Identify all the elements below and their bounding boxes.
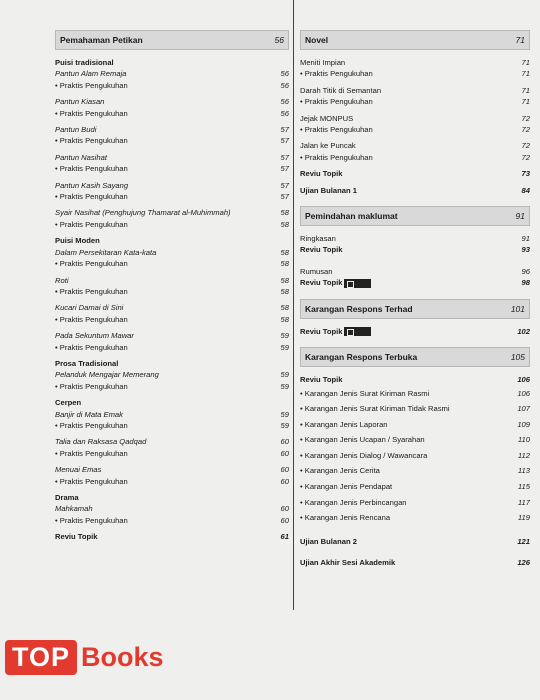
page-number: 119 <box>517 513 530 523</box>
toc-entry-karangan[interactable] <box>300 495 530 511</box>
page-number: 56 <box>280 108 289 118</box>
column-divider <box>293 0 294 610</box>
page-number: 72 <box>521 141 530 151</box>
entry-label: • Karangan Jenis Surat Kiriman Tidak Rasmi <box>300 404 450 414</box>
toc-entry-praktis[interactable] <box>55 448 289 459</box>
toc-entry-praktis[interactable] <box>300 124 530 135</box>
toc-entry-reviu-topik[interactable]: Reviu Topik 106 <box>300 375 530 385</box>
toc-entry-ujian-bulanan-2[interactable]: Ujian Bulanan 2 121 <box>300 536 530 546</box>
toc-entry-title[interactable] <box>55 275 289 286</box>
subsection-heading: Puisi Moden <box>55 236 100 246</box>
page-number: 60 <box>280 437 289 447</box>
entry-label: • Praktis Pengukuhan <box>55 476 128 486</box>
section-header-novel[interactable] <box>300 30 530 50</box>
entry-label: • Praktis Pengukuhan <box>55 192 128 202</box>
page-number: 58 <box>280 219 289 229</box>
toc-entry-reviu-topik[interactable]: Reviu Topik 93 <box>300 245 530 255</box>
toc-entry-karangan[interactable] <box>300 510 530 526</box>
toc-entry-ujian-akhir[interactable]: Ujian Akhir Sesi Akademik 126 <box>300 558 530 568</box>
page-number: 59 <box>280 342 289 352</box>
entry-label: • Praktis Pengukuhan <box>300 97 373 107</box>
toc-entry-karangan[interactable] <box>300 463 530 479</box>
page-number: 109 <box>517 419 530 429</box>
entry-label: • Karangan Jenis Dialog / Wawancara <box>300 450 428 460</box>
toc-entry-title[interactable] <box>55 503 289 514</box>
entry-label: Pantun Kasih Sayang <box>55 180 129 190</box>
section-title: Karangan Respons Terhad <box>305 303 413 314</box>
entry-label: • Praktis Pengukuhan <box>300 152 373 162</box>
cerpen-list <box>55 409 289 487</box>
toc-entry-karangan[interactable] <box>300 417 530 433</box>
novel-list <box>300 57 530 168</box>
toc-entry-praktis[interactable] <box>55 135 289 146</box>
toc-entry-praktis[interactable] <box>300 68 530 79</box>
page-number: 71 <box>521 69 530 79</box>
entry-label: Pantun Kiasan <box>55 97 105 107</box>
entry-label: • Praktis Pengukuhan <box>55 108 128 118</box>
entry-label: • Praktis Pengukuhan <box>55 164 128 174</box>
toc-entry-praktis[interactable] <box>55 191 289 202</box>
toc-entry-praktis[interactable] <box>55 381 289 392</box>
entry-label: • Praktis Pengukuhan <box>55 259 128 269</box>
toc-entry-praktis[interactable] <box>55 314 289 325</box>
section-header-pemahaman-petikan[interactable] <box>55 30 289 50</box>
entry-label: • Karangan Jenis Surat Kiriman Rasmi <box>300 388 430 398</box>
entry-label: Reviu Topik <box>55 532 98 542</box>
page-number: 71 <box>521 85 530 95</box>
toc-entry-title[interactable] <box>55 124 289 135</box>
right-column <box>300 30 530 569</box>
page-number: 58 <box>280 208 289 218</box>
section-title: Novel <box>305 35 329 45</box>
puisi-moden-list <box>55 247 289 353</box>
toc-entry-reviu-topik[interactable]: Reviu Topik 102 <box>300 326 530 336</box>
karangan-list <box>300 386 530 526</box>
toc-entry-title[interactable] <box>300 85 530 96</box>
page-number: 106 <box>517 388 530 398</box>
entry-label: • Praktis Pengukuhan <box>300 69 373 79</box>
entry-label: Pantun Nasihat <box>55 152 107 162</box>
prosa-tradisional-list <box>55 369 289 392</box>
entry-label: • Praktis Pengukuhan <box>55 219 128 229</box>
toc-entry-title[interactable] <box>300 113 530 124</box>
entry-label: • Karangan Jenis Laporan <box>300 419 388 429</box>
puisi-tradisional-list <box>55 68 289 230</box>
page-number: 58 <box>280 303 289 313</box>
logo-top-text: TOP <box>5 640 77 675</box>
page-number: 57 <box>280 192 289 202</box>
page-number: 115 <box>517 482 530 492</box>
toc-entry-praktis[interactable] <box>300 96 530 107</box>
toc-entry-title[interactable] <box>55 369 289 380</box>
entry-label: • Karangan Jenis Pendapat <box>300 482 393 492</box>
subsection-heading: Prosa Tradisional <box>55 358 119 368</box>
entry-label: • Praktis Pengukuhan <box>55 80 128 90</box>
section-header-karangan-respons-terhad[interactable] <box>300 299 530 319</box>
page-number: 113 <box>517 466 530 476</box>
page-number: 57 <box>280 125 289 135</box>
page-number: 59 <box>280 420 289 430</box>
page-number: 57 <box>280 180 289 190</box>
left-column <box>55 30 289 543</box>
entry-label: • Praktis Pengukuhan <box>55 515 128 525</box>
toc-entry-title[interactable] <box>55 330 289 341</box>
entry-label: • Karangan Jenis Cerita <box>300 466 380 476</box>
page-number: 60 <box>280 515 289 525</box>
video-badge-icon <box>344 279 371 288</box>
toc-entry-title[interactable] <box>55 409 289 420</box>
page-number: 56 <box>280 97 289 107</box>
page-number: 57 <box>280 152 289 162</box>
page-number: 58 <box>280 314 289 324</box>
entry-label: Talia dan Raksasa Qadqad <box>55 437 147 447</box>
page-number: 57 <box>280 136 289 146</box>
toc-entry-ujian-bulanan-1[interactable]: Ujian Bulanan 1 84 <box>300 185 530 195</box>
page-number: 56 <box>274 35 284 45</box>
section-title: Karangan Respons Terbuka <box>305 352 418 363</box>
toc-entry-reviu-topik[interactable] <box>55 531 289 542</box>
page-number: 60 <box>280 465 289 475</box>
toc-entry-praktis[interactable] <box>55 108 289 119</box>
entry-label: • Praktis Pengukuhan <box>55 448 128 458</box>
logo-books-text: Books <box>81 642 164 672</box>
entry-label: Pelanduk Mengajar Memerang <box>55 370 159 380</box>
toc-entry-reviu-topik[interactable]: Reviu Topik 98 <box>300 278 530 288</box>
subsection-heading: Drama <box>55 493 79 502</box>
page-number: 59 <box>280 381 289 391</box>
section-header-pemindahan-maklumat[interactable] <box>300 206 530 226</box>
toc-entry-title[interactable] <box>55 68 289 79</box>
page-number: 91 <box>515 211 525 222</box>
entry-label: • Karangan Jenis Rencana <box>300 513 391 523</box>
entry-label: • Praktis Pengukuhan <box>55 286 128 296</box>
toc-entry-title[interactable] <box>55 464 289 475</box>
toc-entry-praktis[interactable] <box>300 152 530 163</box>
entry-label: Darah Titik di Semantan <box>300 85 382 95</box>
toc-entry-reviu-topik[interactable]: Reviu Topik 73 <box>300 169 530 179</box>
entry-label: Jalan ke Puncak <box>300 141 356 151</box>
topbooks-logo <box>5 640 164 675</box>
page-number: 71 <box>515 35 525 45</box>
entry-label: Menuai Emas <box>55 465 102 475</box>
entry-label: • Praktis Pengukuhan <box>55 136 128 146</box>
page-number: 56 <box>280 69 289 79</box>
entry-label: Pantun Alam Remaja <box>55 69 127 79</box>
page-number: 58 <box>280 286 289 296</box>
entry-label: Mahkamah <box>55 504 93 514</box>
entry-label: • Praktis Pengukuhan <box>55 314 128 324</box>
page-number: 107 <box>517 404 530 414</box>
page-number: 72 <box>521 113 530 123</box>
page-number: 58 <box>280 259 289 269</box>
entry-label: • Praktis Pengukuhan <box>55 342 128 352</box>
toc-entry-karangan[interactable] <box>300 479 530 495</box>
toc-entry-karangan[interactable] <box>300 448 530 464</box>
entry-label: Dalam Persekitaran Kata-kata <box>55 247 157 257</box>
page-number: 58 <box>280 275 289 285</box>
section-title: Pemahaman Petikan <box>60 35 143 45</box>
toc-entry-praktis[interactable] <box>55 80 289 91</box>
toc-entry-rumusan[interactable]: Rumusan 96 <box>300 266 530 276</box>
toc-entry-praktis[interactable] <box>55 258 289 269</box>
toc-entry-karangan[interactable] <box>300 386 530 402</box>
entry-label: Syair Nasihat (Penghujung Thamarat al-Muhimmah) <box>55 208 231 218</box>
toc-entry-praktis[interactable] <box>55 515 289 526</box>
toc-entry-title[interactable] <box>300 140 530 151</box>
toc-entry-title[interactable] <box>55 180 289 191</box>
page-number: 56 <box>280 80 289 90</box>
entry-label: Jejak MONPUS <box>300 113 354 123</box>
entry-label: Pada Sekuntum Mawar <box>55 331 134 341</box>
entry-label: Pantun Budi <box>55 125 97 135</box>
entry-label: • Praktis Pengukuhan <box>300 125 373 135</box>
page-number: 58 <box>280 247 289 257</box>
page-number: 61 <box>280 532 289 542</box>
toc-entry-praktis[interactable] <box>55 476 289 487</box>
toc-entry-ringkasan[interactable]: Ringkasan 91 <box>300 234 530 244</box>
page-number: 59 <box>280 331 289 341</box>
page-number: 59 <box>280 370 289 380</box>
drama-list <box>55 503 289 526</box>
subsection-heading: Cerpen <box>55 398 82 408</box>
entry-label: Roti <box>55 275 69 285</box>
subsection-heading: Puisi tradisional <box>55 58 114 67</box>
toc-entry-title[interactable] <box>55 302 289 313</box>
toc-entry-karangan[interactable] <box>300 432 530 448</box>
toc-entry-praktis[interactable] <box>55 163 289 174</box>
toc-entry-title[interactable] <box>55 207 289 218</box>
entry-label: Kucari Damai di Sini <box>55 303 124 313</box>
entry-label: • Praktis Pengukuhan <box>55 381 128 391</box>
page-number: 72 <box>521 152 530 162</box>
page-number: 71 <box>521 58 530 67</box>
toc-entry-title[interactable] <box>55 436 289 447</box>
page-number: 71 <box>521 97 530 107</box>
page-number: 60 <box>280 476 289 486</box>
video-badge-icon <box>344 327 371 336</box>
page-number: 60 <box>280 448 289 458</box>
toc-entry-title[interactable] <box>55 152 289 163</box>
toc-entry-praktis[interactable] <box>55 219 289 230</box>
page-number: 59 <box>280 409 289 419</box>
page-number: 57 <box>280 164 289 174</box>
section-header-karangan-respons-terbuka[interactable] <box>300 347 530 367</box>
page-number: 105 <box>510 352 525 363</box>
toc-entry-title[interactable] <box>300 57 530 68</box>
section-title: Pemindahan maklumat <box>305 211 398 222</box>
entry-label: • Karangan Jenis Perbincangan <box>300 497 407 507</box>
page-number: 101 <box>510 303 525 314</box>
entry-label: Meniti Impian <box>300 58 346 67</box>
entry-label: • Karangan Jenis Ucapan / Syarahan <box>300 435 425 445</box>
toc-entry-praktis[interactable] <box>55 286 289 297</box>
toc-entry-title[interactable] <box>55 96 289 107</box>
page-number: 112 <box>517 450 530 460</box>
entry-label: • Praktis Pengukuhan <box>55 420 128 430</box>
toc-entry-praktis[interactable] <box>55 420 289 431</box>
page-number: 117 <box>517 497 530 507</box>
toc-entry-karangan[interactable] <box>300 401 530 417</box>
toc-entry-praktis[interactable] <box>55 342 289 353</box>
toc-entry-title[interactable] <box>55 247 289 258</box>
page-number: 72 <box>521 125 530 135</box>
page-number: 110 <box>517 435 530 445</box>
entry-label: Banjir di Mata Emak <box>55 409 123 419</box>
page-number: 60 <box>280 504 289 514</box>
